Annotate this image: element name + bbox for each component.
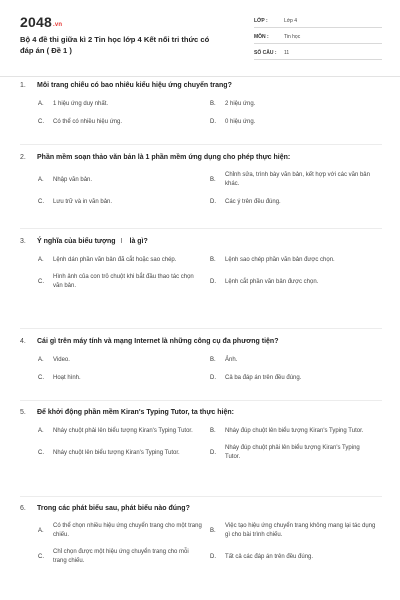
option-letter: D. [210,374,216,381]
option-text: Nháy đúp chuột lên biểu tượng Kiran's Typing Tutor. [225,427,364,434]
question-header [20,237,382,247]
option-text: Có thể chọn nhiều hiệu ứng chuyển trang cho một trang chiếu. [53,523,202,538]
option-letter: D. [210,278,216,285]
option-letter: D. [210,553,216,560]
meta-key: SỐ CÂU : [254,49,277,56]
meta-key: LỚP : [254,17,268,24]
question-text: Để khởi động phần mềm Kiran's Typing Tutor, ta thực hiện: [37,409,234,416]
option-letter: B. [210,356,216,363]
option-text: Nhập văn bản. [53,176,93,183]
question-number: 1. [20,82,26,89]
meta-row-question-count [254,46,382,60]
question-2 [20,153,382,207]
option-letter: C. [38,553,44,560]
question-number: 6. [20,505,26,512]
option-text: Lệnh sao chép phần văn bản được chọn. [225,256,335,263]
option-text: Hoạt hình. [53,374,81,381]
option-text: Lệnh cắt phần văn bản được chọn. [225,278,319,285]
option-text: Ảnh. [225,356,238,363]
page-header [0,0,400,68]
option-d[interactable] [210,273,382,291]
option-d[interactable] [210,444,382,462]
option-d[interactable] [210,373,382,383]
question-divider [20,144,382,145]
option-letter: B. [210,527,216,534]
option-text: Nháy chuột lên biểu tượng Kiran's Typing Tutor. [53,449,180,456]
question-header [20,81,382,91]
question-number: 3. [20,238,26,245]
option-c[interactable] [38,373,210,383]
question-5 [20,408,382,462]
option-text: Hình ảnh của con trỏ chuột khi bắt đầu thao tác chọn văn bản. [53,274,194,289]
option-c[interactable] [38,117,210,127]
option-c[interactable] [38,548,210,566]
question-3 [20,237,382,291]
option-text: 2 hiệu ứng. [225,100,256,107]
option-text: Nháy chuột phải lên biểu tượng Kiran's Typing Tutor. [53,427,193,434]
option-text: 1 hiệu ứng duy nhất. [53,100,109,107]
question-text: Phần mềm soạn thảo văn bản là 1 phần mềm ứng dụng cho phép thực hiện: [37,154,291,161]
exam-meta-table [254,14,382,62]
option-a[interactable] [38,255,210,265]
option-letter: C. [38,278,44,285]
question-1 [20,81,382,127]
header-divider [0,76,400,77]
question-6 [20,504,382,566]
option-c[interactable] [38,444,210,462]
option-c[interactable] [38,197,210,207]
option-b[interactable] [210,171,382,189]
option-letter: A. [38,427,44,434]
option-a[interactable] [38,171,210,189]
logo-suffix: .vn [52,22,63,28]
options-grid [38,99,382,127]
meta-row-subject [254,30,382,44]
option-letter: C. [38,198,44,205]
question-divider [20,496,382,497]
option-text: 0 hiệu ứng. [225,118,256,125]
question-divider [20,400,382,401]
question-text [37,237,382,247]
option-d[interactable] [210,197,382,207]
text-cursor-icon: I [120,238,123,245]
meta-key: MÔN : [254,33,269,40]
option-letter: B. [210,176,216,183]
option-letter: D. [210,449,216,456]
option-text: Có thể có nhiều hiệu ứng. [53,118,123,125]
meta-value: 11 [284,49,290,56]
option-text: Các ý trên đều đúng. [225,198,281,205]
question-header [20,153,382,163]
question-divider [20,228,382,229]
question-header [20,408,382,418]
option-letter: A. [38,176,44,183]
question-text: Cái gì trên máy tính và mạng Internet là những công cụ đa phương tiện? [37,338,279,345]
meta-value: Tin học [284,33,301,40]
option-letter: A. [38,256,44,263]
options-grid [38,522,382,566]
option-letter: A. [38,100,44,107]
question-4 [20,337,382,383]
meta-row-class [254,14,382,28]
option-a[interactable] [38,522,210,540]
option-d[interactable] [210,117,382,127]
page-title: Bộ 4 đề thi giữa kì 2 Tin học lớp 4 Kết nối tri thức có đáp án ( Đề 1 ) [20,35,210,55]
option-letter: C. [38,449,44,456]
question-number: 2. [20,154,26,161]
option-text: Lưu trữ và in văn bản. [53,198,113,205]
options-grid [38,426,382,462]
option-text: Chỉ chọn được một hiệu ứng chuyển trang cho mỗi trang chiếu. [53,549,189,564]
option-b[interactable] [210,99,382,109]
option-letter: D. [210,198,216,205]
question-text-after: là gì? [129,238,148,245]
meta-value: Lớp 4 [284,17,298,24]
question-divider [20,328,382,329]
option-letter: A. [38,527,44,534]
option-letter: C. [38,118,44,125]
options-grid [38,171,382,207]
logo-text: 2048 [20,14,52,30]
option-text: Cả ba đáp án trên đều đúng. [225,374,302,381]
option-b[interactable] [210,255,382,265]
option-d[interactable] [210,548,382,566]
option-letter: D. [210,118,216,125]
option-letter: B. [210,256,216,263]
options-grid [38,255,382,291]
option-text: Tất cả các đáp án trên đều đúng. [225,553,314,560]
option-letter: B. [210,100,216,107]
option-a[interactable] [38,355,210,365]
option-text: Lệnh dán phần văn bản đã cắt hoặc sao chép. [53,256,177,263]
option-c[interactable] [38,273,210,291]
question-number: 5. [20,409,26,416]
option-b[interactable] [210,522,382,540]
question-header [20,504,382,514]
option-b[interactable] [210,426,382,436]
question-text: Trong các phát biểu sau, phát biểu nào đúng? [37,505,190,512]
option-b[interactable] [210,355,382,365]
question-text: Môi trang chiếu có bao nhiêu kiểu hiệu ứng chuyển trang? [37,82,232,89]
option-text: Nháy đúp chuột phải lên biểu tượng Kiran's Typing Tutor. [225,445,360,460]
option-text: Video. [53,356,70,363]
question-text-before: Ý nghĩa của biểu tượng [37,238,116,245]
option-text: Chỉnh sửa, trình bày văn bản, kết hợp với các văn bản khác. [225,172,370,187]
option-a[interactable] [38,99,210,109]
option-letter: A. [38,356,44,363]
option-text: Việc tạo hiệu ứng chuyển trang không mang lại tác dụng gì cho bài trình chiếu. [225,523,376,538]
option-letter: B. [210,427,216,434]
option-a[interactable] [38,426,210,436]
options-grid [38,355,382,383]
question-header [20,337,382,347]
question-number: 4. [20,338,26,345]
option-letter: C. [38,374,44,381]
